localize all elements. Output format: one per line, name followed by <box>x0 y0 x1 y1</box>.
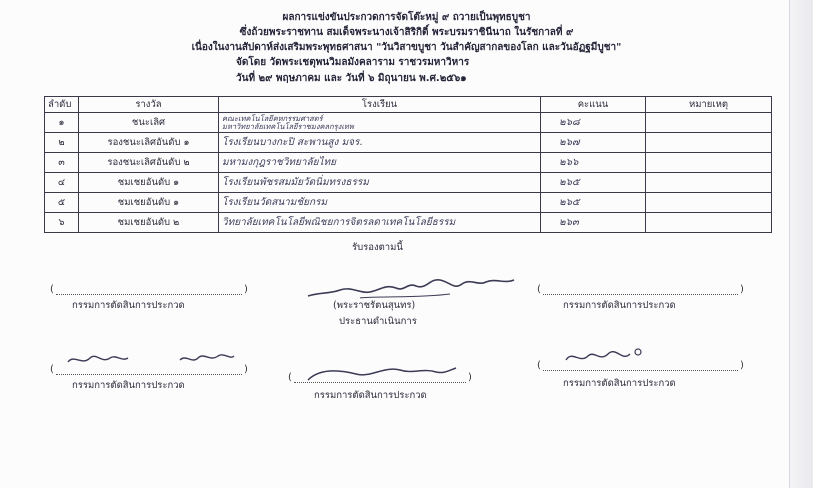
score-cell: ๒๖๕ <box>541 173 646 193</box>
score-cell: ๒๖๗ <box>541 133 646 153</box>
note-cell <box>646 133 772 153</box>
column-header-school: โรงเรียน <box>219 97 541 113</box>
column-header-score: คะแนน <box>541 97 646 113</box>
header-date-line: วันที่ ๒๙ พฤษภาคม และ วันที่ ๖ มิถุนายน พ.ศ.๒๕๖๑ <box>236 73 467 84</box>
signature-caption-1: กรรมการตัดสินการประกวด <box>72 300 185 311</box>
header-title: ผลการแข่งขันประกวดการจัดโต๊ะหมู่ ๙ ถวายเป็นพุทธบูชา <box>282 12 531 23</box>
school-cell: โรงเรียนวัดสนามชัยกรม <box>219 193 541 213</box>
school-cell <box>219 113 541 133</box>
table-row <box>45 173 772 193</box>
rank-cell: ๖ <box>45 213 79 233</box>
award-cell: ชมเชยอันดับ ๑ <box>79 193 219 213</box>
note-cell <box>646 193 772 213</box>
close-paren: ) <box>244 364 248 375</box>
note-cell <box>646 173 772 193</box>
rank-cell: ๔ <box>45 173 79 193</box>
results-table <box>44 96 772 233</box>
open-paren: ( <box>537 360 541 371</box>
score-cell: ๒๖๓ <box>541 213 646 233</box>
note-cell <box>646 113 772 133</box>
signature-caption-3: กรรมการตัดสินการประกวด <box>563 300 676 311</box>
school-cell: โรงเรียนบางกะปิ สะพานสูง มจร. <box>219 133 541 153</box>
column-header-award: รางวัล <box>79 97 219 113</box>
school-line-a: คณะเทคโนโลยีคหกรรมศาสตร์ <box>222 113 323 123</box>
column-header-rank: ลำดับ <box>45 97 79 113</box>
note-cell <box>646 153 772 173</box>
note-cell <box>646 213 772 233</box>
column-header-note: หมายเหตุ <box>646 97 772 113</box>
school-cell: มหามงกุฎราชวิทยาลัยไทย <box>219 153 541 173</box>
close-paren: ) <box>740 360 744 371</box>
school-line-b: มหาวิทยาลัยเทคโนโลยีราชมงคลกรุงเทพ <box>222 121 354 131</box>
signature-line <box>56 374 242 375</box>
score-cell: ๒๖๖ <box>541 153 646 173</box>
rank-cell: ๓ <box>45 153 79 173</box>
table-row <box>45 133 772 153</box>
signature-line <box>294 382 466 383</box>
score-cell: ๒๖๘ <box>541 113 646 133</box>
signature-line <box>543 294 738 295</box>
award-cell: ชมเชยอันดับ ๑ <box>79 173 219 193</box>
table-row <box>45 193 772 213</box>
open-paren: ( <box>288 372 292 383</box>
header-trophy-line: ซึ่งถ้วยพระราชทาน สมเด็จพระนางเจ้าสิริกิติ์ พระบรมราชินีนาถ ในรัชกาลที่ ๙ <box>239 27 574 38</box>
score-cell: ๒๖๕ <box>541 193 646 213</box>
table-header-row <box>45 97 772 113</box>
close-paren: ) <box>468 372 472 383</box>
table-row <box>45 113 772 133</box>
committee-signature-mark <box>560 342 650 370</box>
scan-margin <box>790 0 813 488</box>
school-cell: วิทยาลัยเทคโนโลยีพณิชยการจิตรลดาเทคโนโลยีธรรม <box>219 213 541 233</box>
open-paren: ( <box>50 364 54 375</box>
chairman-name: (พระราชรัตนสุนทร) <box>333 300 416 311</box>
header-organizer-line: จัดโดย วัดพระเชตุพนวิมลมังคลาราม ราชวรมหาวิหาร <box>236 57 470 68</box>
award-cell: ชมเชยอันดับ ๒ <box>79 213 219 233</box>
rank-cell: ๒ <box>45 133 79 153</box>
close-paren: ) <box>740 284 744 295</box>
committee-signature-mark <box>62 346 238 372</box>
header-occasion-line: เนื่องในงานสัปดาห์ส่งเสริมพระพุทธศาสนา "วันวิสาขบูชา วันสำคัญสากลของโลก และวันอัฏฐมีบูชา" <box>191 42 622 53</box>
signature-caption-5: กรรมการตัดสินการประกวด <box>314 390 427 401</box>
open-paren: ( <box>537 284 541 295</box>
signature-line <box>543 370 738 371</box>
rank-cell: ๕ <box>45 193 79 213</box>
rank-cell: ๑ <box>45 113 79 133</box>
table-row <box>45 213 772 233</box>
award-cell: รองชนะเลิศอันดับ ๒ <box>79 153 219 173</box>
award-cell: ชนะเลิศ <box>79 113 219 133</box>
signature-caption-4: กรรมการตัดสินการประกวด <box>72 380 185 391</box>
table-row <box>45 153 772 173</box>
signature-caption-6: กรรมการตัดสินการประกวด <box>563 378 676 389</box>
close-paren: ) <box>244 284 248 295</box>
signature-caption-2: ประธานดำเนินการ <box>339 316 417 327</box>
certification-text: รับรองตามนี้ <box>352 242 403 253</box>
school-cell: โรงเรียนพัชรสมมัยวัดนิ่มทรงธรรม <box>219 173 541 193</box>
award-cell: รองชนะเลิศอันดับ ๑ <box>79 133 219 153</box>
signature-line <box>56 294 242 295</box>
open-paren: ( <box>50 284 54 295</box>
